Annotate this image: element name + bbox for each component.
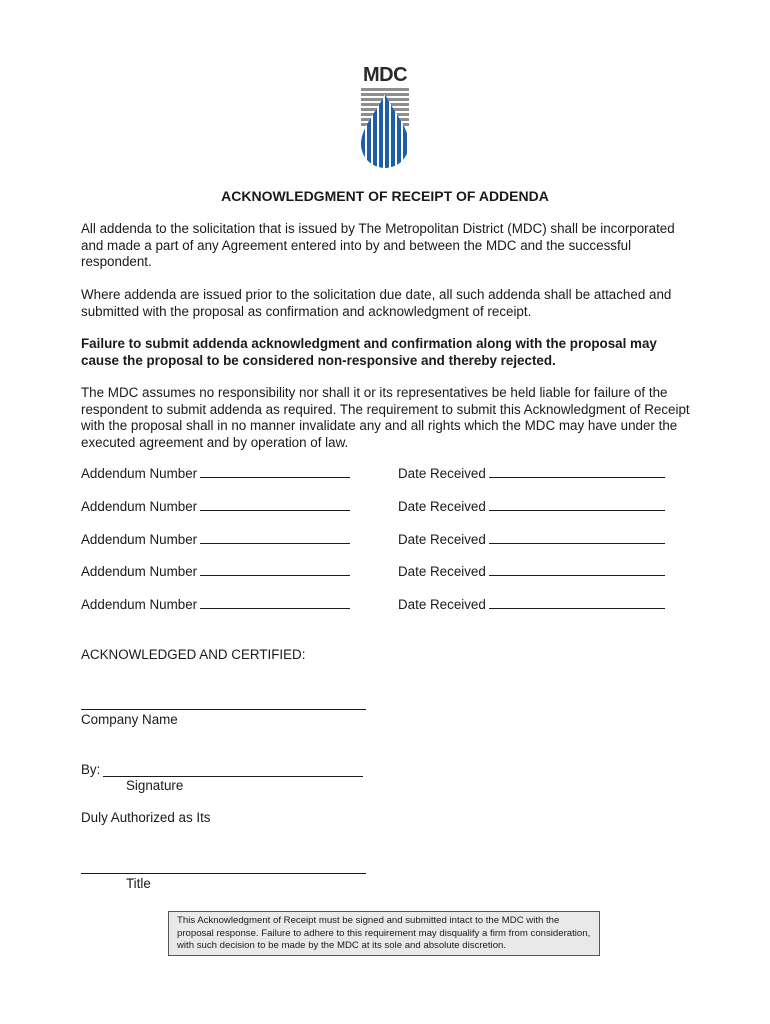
addendum-row: [81, 532, 701, 550]
date-received-label: Date Received: [398, 597, 486, 612]
logo-text: MDC: [362, 64, 408, 86]
paragraph-liability: The MDC assumes no responsibility nor shall it or its representatives be held liable for failure of the respondent to submit addenda as required. The requirement to submit this Acknowledgment of Receipt with the proposal shall in no manner invalidate any and all rights which the MDC may have under the executed agreement and by operation of law.: [81, 385, 690, 450]
company-name-label: Company Name: [81, 712, 178, 727]
paragraph-submission: Where addenda are issued prior to the solicitation due date, all such addenda shall be attached and submitted with the proposal as confirmation and acknowledgment of receipt.: [81, 287, 672, 319]
addendum-row: [81, 597, 701, 615]
addendum-number-field[interactable]: [200, 467, 350, 478]
addendum-number-field[interactable]: [200, 533, 350, 544]
date-received-label: Date Received: [398, 564, 486, 579]
addendum-number-field[interactable]: [200, 565, 350, 576]
mdc-logo: [355, 64, 415, 170]
addendum-row: [81, 564, 701, 582]
date-received-field[interactable]: [489, 500, 665, 511]
authorized-label: Duly Authorized as Its: [81, 810, 211, 825]
date-received-field[interactable]: [489, 565, 665, 576]
paragraph-warning: Failure to submit addenda acknowledgment and confirmation along with the proposal may cause the proposal to be considered non-responsive and thereby rejected.: [81, 336, 657, 368]
certification-heading: ACKNOWLEDGED AND CERTIFIED:: [81, 647, 306, 662]
addendum-number-label: Addendum Number: [81, 597, 198, 612]
water-drop-logo-icon: [355, 88, 415, 170]
addendum-number-label: Addendum Number: [81, 466, 198, 481]
by-label: By:: [81, 762, 101, 777]
document-title: ACKNOWLEDGMENT OF RECEIPT OF ADDENDA: [221, 188, 549, 204]
addendum-row: [81, 499, 701, 517]
date-received-label: Date Received: [398, 532, 486, 547]
date-received-label: Date Received: [398, 466, 486, 481]
date-received-label: Date Received: [398, 499, 486, 514]
date-received-field[interactable]: [489, 467, 665, 478]
company-name-field[interactable]: [81, 709, 366, 710]
submission-note: This Acknowledgment of Receipt must be signed and submitted intact to the MDC with the proposal response. Failure to adhere to this requirement may disqualify a firm from consideration, with such decision to be made by the MDC at its sole and absolute discretion.: [168, 911, 600, 956]
title-field[interactable]: [81, 873, 366, 874]
signature-field[interactable]: [103, 776, 363, 777]
addendum-number-label: Addendum Number: [81, 564, 198, 579]
signature-label: Signature: [126, 778, 184, 793]
addendum-number-field[interactable]: [200, 598, 350, 609]
date-received-field[interactable]: [489, 598, 665, 609]
addendum-number-label: Addendum Number: [81, 499, 198, 514]
addendum-number-field[interactable]: [200, 500, 350, 511]
addendum-number-label: Addendum Number: [81, 532, 198, 547]
addendum-row: [81, 466, 701, 484]
title-label: Title: [126, 876, 151, 891]
date-received-field[interactable]: [489, 533, 665, 544]
paragraph-incorporation: All addenda to the solicitation that is issued by The Metropolitan District (MDC) shall be incorporated and made a part of any Agreement entered into by and between the MDC and the successful respondent.: [81, 221, 675, 269]
